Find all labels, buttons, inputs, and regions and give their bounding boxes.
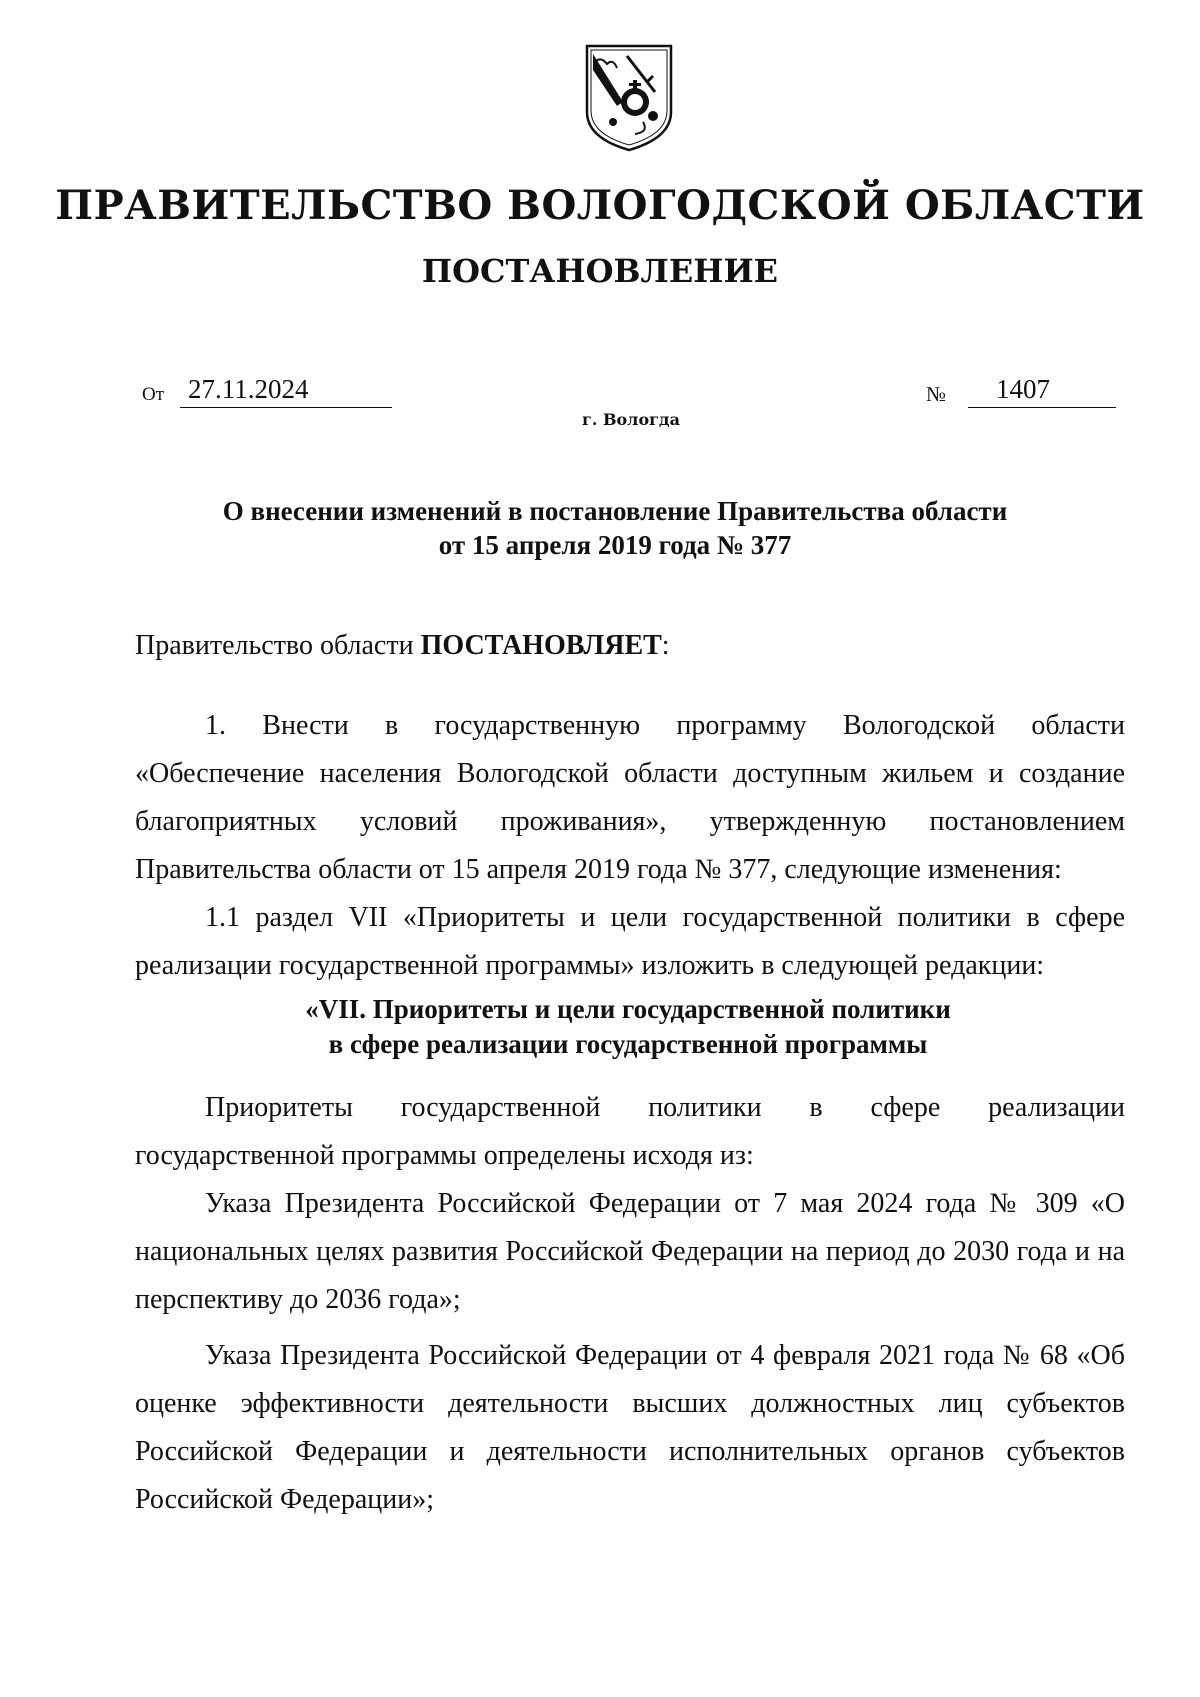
section-intro: Приоритеты государственной политики в сфере реализации государственной программы определены исходя из: — [135, 1092, 1125, 1171]
date-value: 27.11.2024 — [180, 372, 392, 408]
decree-items — [135, 702, 1125, 990]
subject-line-1: О внесении изменений в постановление Правительства области — [222, 496, 1008, 526]
subject-line-2: от 15 апреля 2019 года № 377 — [438, 530, 792, 560]
number-prefix: № — [926, 382, 947, 406]
document-subject — [140, 494, 1090, 562]
section-heading-line-1: «VII. Приоритеты и цели государственной политики — [305, 994, 951, 1024]
item-1-1: 1.1 раздел VII «Приоритеты и цели государственной политики в сфере реализации государственной программы» изложить в следующей редакции: — [135, 902, 1125, 981]
section-body — [135, 1084, 1125, 1524]
section-heading-line-2: в сфере реализации государственной программы — [328, 1029, 928, 1059]
decree-statement — [135, 622, 1125, 670]
date-field — [142, 372, 392, 408]
coat-of-arms-icon — [583, 42, 675, 154]
city: г. Вологда — [582, 410, 680, 429]
decree-keyword: ПОСТАНОВЛЯЕТ — [420, 630, 662, 661]
reference-2: Указа Президента Российской Федерации от 4 февраля 2021 года № 68 «Об оценке эффективности деятельности высших должностных лиц субъектов Российской Федерации и деятельности исполнительных органов субъектов Российской Федерации»; — [135, 1340, 1125, 1515]
decree-tail: : — [661, 630, 670, 661]
government-title: ПРАВИТЕЛЬСТВО ВОЛОГОДСКОЙ ОБЛАСТИ — [55, 182, 1145, 229]
number-value: 1407 — [968, 372, 1116, 408]
reference-1: Указа Президента Российской Федерации от 7 мая 2024 года № 309 «О национальных целях развития Российской Федерации на период до 2030 года и на перспективу до 2036 года»; — [135, 1188, 1125, 1315]
decree-lead: Правительство области — [135, 630, 421, 661]
item-1: 1. Внести в государственную программу Вологодской области «Обеспечение населения Вологодской области доступным жильем и создание благоприятных условий проживания», утвержденную постановлением Правительства области от 15 апреля 2019 года № 377, следующие изменения: — [135, 710, 1125, 885]
document-type: ПОСТАНОВЛЕНИЕ — [421, 252, 779, 290]
section-heading — [0, 992, 1200, 1062]
number-field — [926, 372, 1116, 408]
date-prefix: От — [142, 384, 165, 405]
